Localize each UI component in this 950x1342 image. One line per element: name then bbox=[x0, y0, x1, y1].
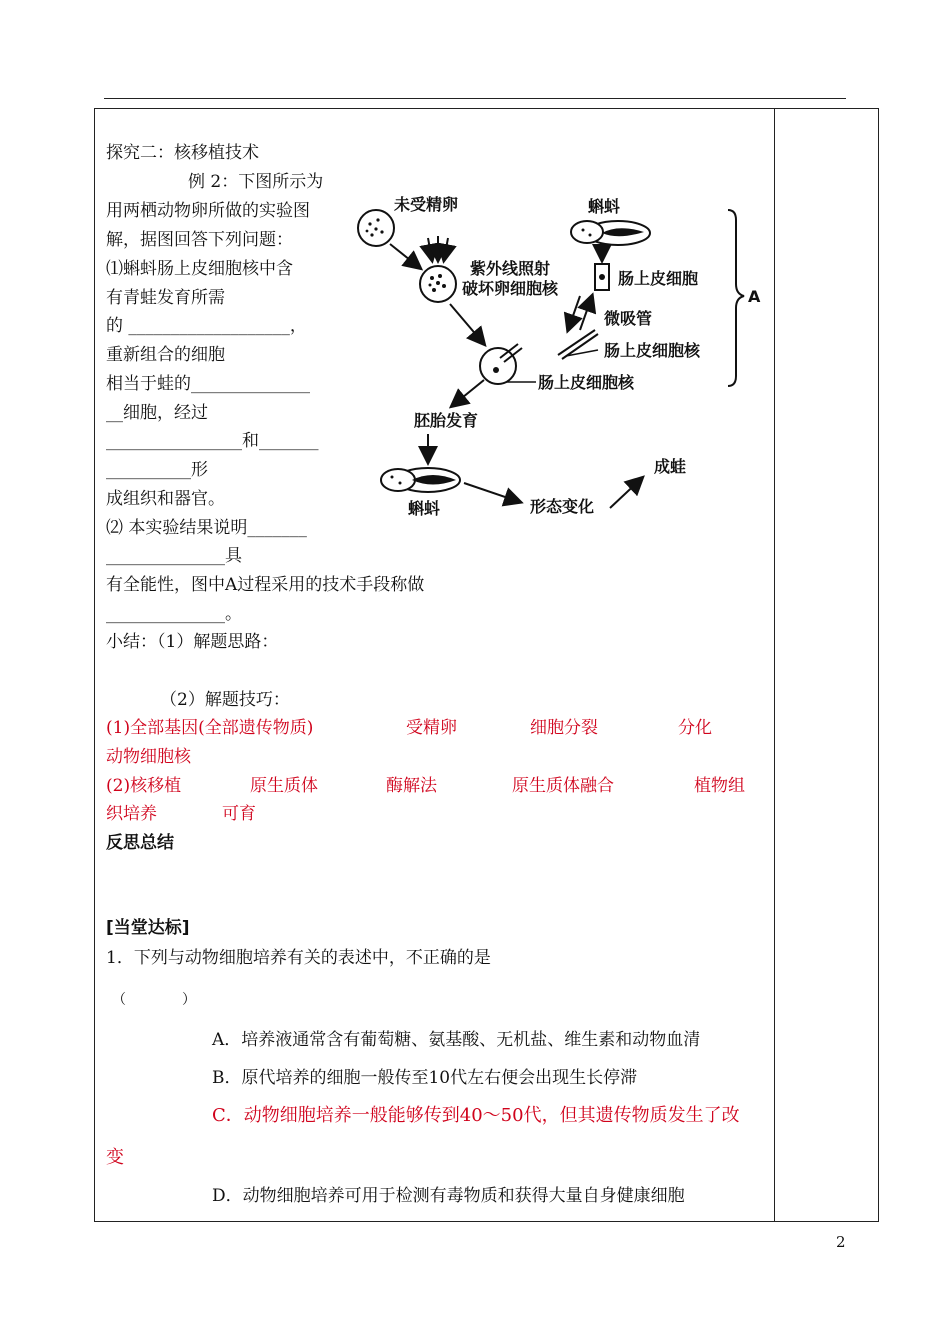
answer-2-item: 植物组 bbox=[694, 776, 745, 796]
example-line: ______________。 bbox=[106, 604, 242, 624]
label-uv-2: 破坏卵细胞核 bbox=[462, 279, 559, 298]
answer-1-line2: 动物细胞核 bbox=[106, 747, 191, 767]
example-line: 相当于蛙的______________ bbox=[106, 374, 310, 394]
example-line: 的 ___________________， bbox=[106, 316, 307, 336]
example-line: 成组织和器官。 bbox=[106, 489, 225, 509]
micropipette-icon bbox=[558, 330, 598, 359]
example-line: ⑵ 本实验结果说明_______ bbox=[106, 518, 307, 538]
summary-label: 小结：（1）解题思路： bbox=[106, 632, 279, 652]
header-rule bbox=[104, 98, 846, 99]
intestinal-cell-icon bbox=[595, 264, 609, 290]
example-line: 重新组合的细胞 bbox=[106, 345, 225, 365]
example-line: ______________具 bbox=[106, 546, 242, 566]
question-1: 1．下列与动物细胞培养有关的表述中，不正确的是 bbox=[106, 948, 491, 968]
option-d: D．动物细胞培养可用于检测有毒物质和获得大量自身健康细胞 bbox=[212, 1186, 685, 1206]
option-b: B．原代培养的细胞一般传至10代左右便会出现生长停滞 bbox=[212, 1068, 638, 1088]
example-line: __________形 bbox=[106, 460, 208, 480]
example-line: __细胞，经过 bbox=[106, 403, 208, 423]
answer-1-item: 细胞分裂 bbox=[530, 718, 598, 738]
tadpole-top-icon bbox=[571, 221, 650, 245]
label-process-a: A bbox=[748, 287, 761, 306]
answer-2-line2-item: 织培养 bbox=[106, 804, 157, 824]
reconstructed-egg-icon bbox=[480, 344, 522, 384]
example-line: 解，据图回答下列问题： bbox=[106, 230, 293, 250]
unfertilized-egg-icon bbox=[358, 210, 394, 246]
example-line: 例 2：下图所示为 bbox=[188, 172, 324, 192]
answer-1-item: (1)全部基因(全部遗传物质) bbox=[106, 718, 314, 738]
label-tadpole-top: 蝌蚪 bbox=[588, 197, 621, 216]
answer-2-line2-item: 可育 bbox=[222, 804, 256, 824]
label-intestinal-nucleus-1: 肠上皮细胞核 bbox=[604, 341, 701, 360]
label-morph-change: 形态变化 bbox=[530, 497, 595, 516]
reflection-heading: 反思总结 bbox=[106, 833, 174, 853]
page-number: 2 bbox=[836, 1233, 846, 1251]
label-unfertilized-egg: 未受精卵 bbox=[394, 195, 459, 214]
answer-1-item: 分化 bbox=[678, 718, 712, 738]
bracket-a-icon bbox=[728, 210, 744, 386]
example-line: 有青蛙发育所需 bbox=[106, 288, 225, 308]
label-uv-1: 紫外线照射 bbox=[470, 259, 551, 278]
label-intestinal-cell: 肠上皮细胞 bbox=[618, 269, 699, 288]
uv-arrows-icon bbox=[428, 236, 448, 260]
example-line: 有全能性，图中A过程采用的技术手段称做 bbox=[106, 575, 425, 595]
label-adult-frog: 成蛙 bbox=[654, 457, 687, 476]
section-title: 探究二：核移植技术 bbox=[106, 143, 259, 163]
tadpole-bottom-icon bbox=[381, 468, 460, 492]
example-line: 用两栖动物卵所做的实验图 bbox=[106, 201, 310, 221]
label-tadpole-bottom: 蝌蚪 bbox=[408, 499, 441, 518]
summary-tips-label: （2）解题技巧： bbox=[160, 690, 290, 710]
option-c: C．动物细胞培养一般能够传到40～50代，但其遗传物质发生了改 bbox=[212, 1105, 740, 1126]
label-intestinal-nucleus-2: 肠上皮细胞核 bbox=[538, 373, 635, 392]
option-a: A．培养液通常含有葡萄糖、氨基酸、无机盐、维生素和动物血清 bbox=[212, 1030, 701, 1050]
label-micropipette: 微吸管 bbox=[604, 309, 653, 328]
practice-heading: [当堂达标] bbox=[106, 918, 190, 938]
answer-1-item: 受精卵 bbox=[406, 718, 457, 738]
answer-2-item: 原生质体融合 bbox=[512, 776, 614, 796]
example-line: ________________和_______ bbox=[106, 431, 319, 451]
example-line: ⑴蝌蚪肠上皮细胞核中含 bbox=[106, 259, 293, 279]
irradiated-egg-icon bbox=[420, 266, 456, 302]
column-divider bbox=[774, 108, 775, 1222]
option-c-cont: 变 bbox=[106, 1147, 124, 1168]
answer-2-item: 酶解法 bbox=[386, 776, 437, 796]
answer-2-item: (2)核移植 bbox=[106, 776, 182, 796]
nuclear-transfer-diagram bbox=[340, 180, 770, 530]
label-embryo-development: 胚胎发育 bbox=[414, 411, 479, 430]
answer-paren: （ ） bbox=[112, 992, 196, 1008]
answer-2-item: 原生质体 bbox=[250, 776, 318, 796]
